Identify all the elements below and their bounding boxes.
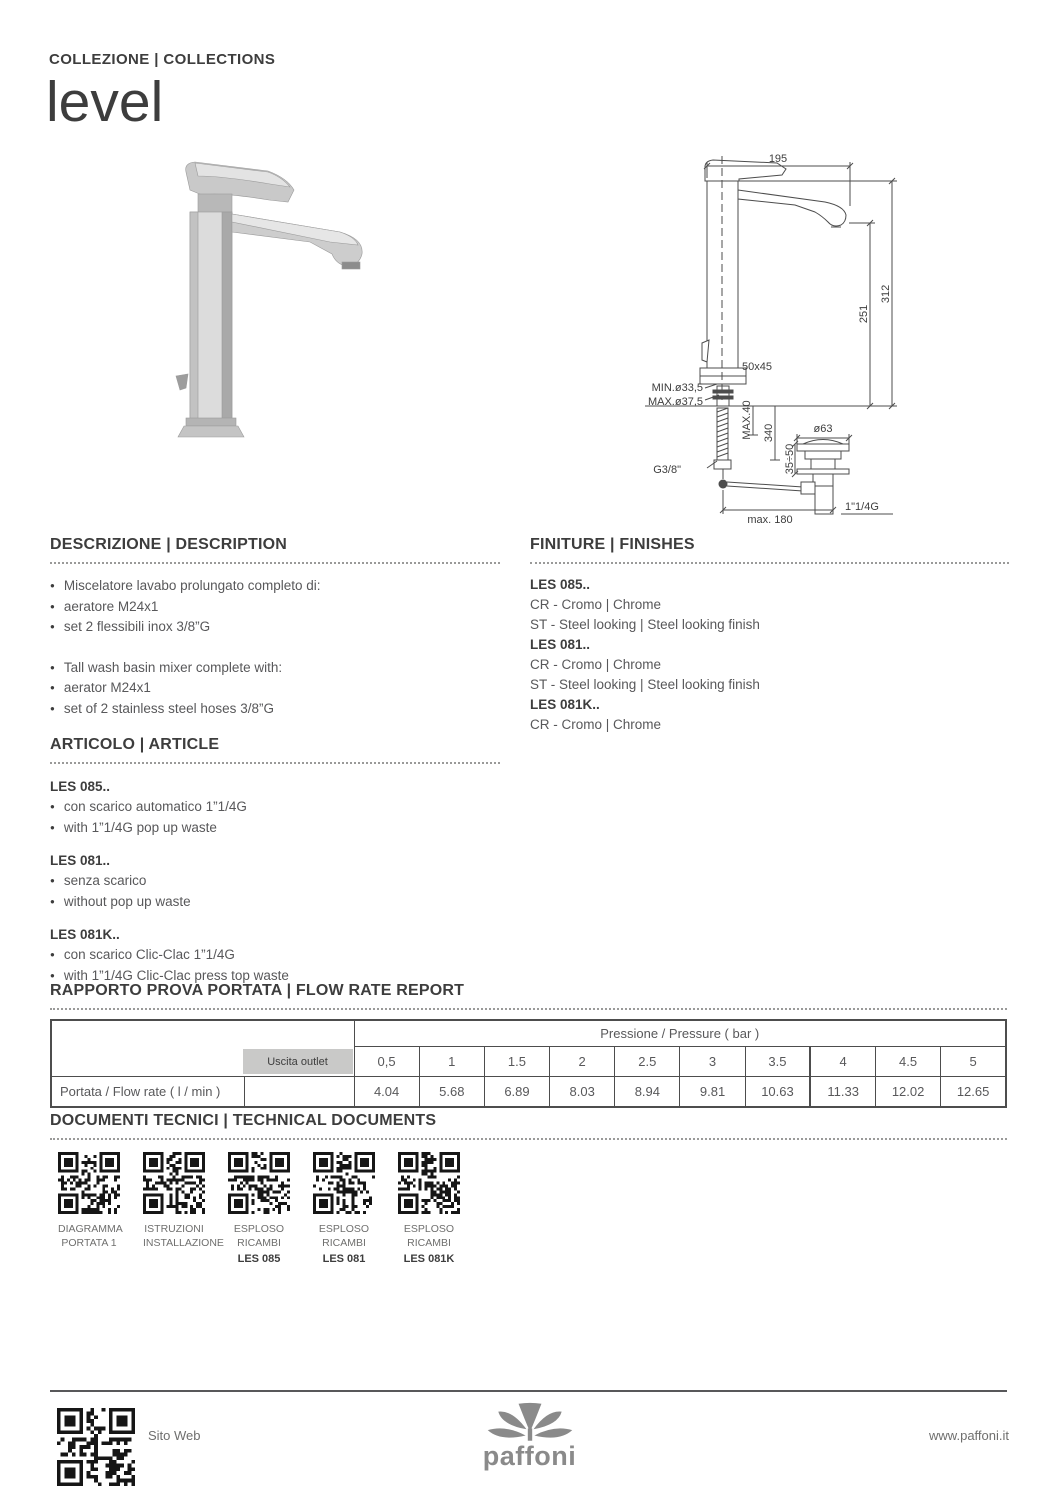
qr-code-icon [58, 1152, 120, 1214]
fountain-icon [482, 1402, 578, 1446]
finishes-section [530, 536, 1009, 735]
qr-label: RICAMBI [407, 1237, 451, 1250]
article-code: LES 081K.. [50, 927, 120, 942]
description-item: ● aerator M24x1 [50, 678, 500, 699]
description-section [50, 536, 500, 719]
flow-value: 10.63 [745, 1077, 810, 1108]
description-item: ● set of 2 stainless steel hoses 3/8”G [50, 699, 500, 720]
pressure-value: 2 [550, 1047, 615, 1077]
flow-value: 5.68 [419, 1077, 484, 1108]
finish-line: ST - Steel looking | Steel looking finish [530, 617, 760, 632]
hole-max-label: MAX.ø37,5 [647, 396, 703, 408]
article-item: ● with 1”1/4G pop up waste [50, 818, 500, 839]
hole-min-label: MIN.ø33,5 [651, 382, 703, 394]
qr-code-icon [313, 1152, 375, 1214]
inlet-thread-label: G3/8" [653, 464, 681, 476]
brand-wordmark: paffoni [482, 1441, 577, 1471]
document-item [398, 1152, 460, 1265]
flow-rate-section [50, 982, 1007, 1108]
article-section [50, 736, 500, 986]
description-item: ● Miscelatore lavabo prolungato completo di: [50, 576, 500, 597]
outlet-cell [51, 1020, 354, 1077]
qr-code-icon [228, 1152, 290, 1214]
description-title: DESCRIZIONE | DESCRIPTION [50, 536, 500, 564]
qr-label: ESPLOSO [318, 1223, 370, 1235]
outlet-label: Uscita outlet [243, 1049, 353, 1074]
flow-value: 8.03 [550, 1077, 615, 1108]
product-photo [150, 150, 450, 460]
flow-value: 4.04 [354, 1077, 419, 1108]
drain-height-label: 35÷50 [784, 443, 796, 475]
waste-thread-label: 1"1/4G [845, 501, 879, 513]
pressure-value: 1.5 [484, 1047, 549, 1077]
hose-length-label: 340 [763, 423, 775, 443]
pressure-value: 0,5 [354, 1047, 419, 1077]
article-code: LES 081.. [530, 637, 591, 652]
article-code: LES 085.. [50, 779, 111, 794]
finish-line: CR - Cromo | Chrome [530, 657, 662, 672]
qr-label: INSTALLAZIONE [143, 1237, 224, 1250]
qr-label: ISTRUZIONI [144, 1223, 204, 1235]
article-title: ARTICOLO | ARTICLE [50, 736, 500, 764]
pressure-value: 2.5 [615, 1047, 680, 1077]
article-item: ● senza scarico [50, 871, 500, 892]
reach-max-label: max. 180 [747, 514, 793, 526]
article-code: LES 081K.. [530, 697, 600, 712]
flow-row-label: Portata / Flow rate ( l / min ) [51, 1077, 244, 1108]
flow-value: 6.89 [484, 1077, 549, 1108]
website-qr-code-icon [57, 1408, 135, 1486]
flow-value: 8.94 [615, 1077, 680, 1108]
website-link[interactable]: www.paffoni.it [929, 1428, 1009, 1443]
documents-title: DOCUMENTI TECNICI | TECHNICAL DOCUMENTS [50, 1112, 1007, 1140]
pressure-value: 3.5 [745, 1047, 810, 1077]
pressure-value: 1 [419, 1047, 484, 1077]
article-code: LES 081.. [50, 853, 111, 868]
documents-section [50, 1112, 1007, 1265]
qr-code-icon [398, 1152, 460, 1214]
finish-line: CR - Cromo | Chrome [530, 717, 662, 732]
base-size-label: 50x45 [742, 361, 772, 373]
article-item: ● without pop up waste [50, 892, 500, 913]
empty-cell [244, 1077, 354, 1108]
dim-width-label: 195 [768, 153, 788, 165]
qr-label: PORTATA 1 [61, 1237, 117, 1250]
pressure-value: 4.5 [876, 1047, 941, 1077]
finishes-title: FINITURE | FINISHES [530, 536, 1009, 564]
document-item [228, 1152, 290, 1265]
collection-name: level [46, 70, 164, 134]
flow-value: 9.81 [680, 1077, 745, 1108]
finish-line: ST - Steel looking | Steel looking finish [530, 677, 760, 692]
finish-line: CR - Cromo | Chrome [530, 597, 662, 612]
qr-code-icon [143, 1152, 205, 1214]
pressure-header: Pressione / Pressure ( bar ) [354, 1020, 1006, 1047]
flow-value: 11.33 [810, 1077, 875, 1108]
qr-article-code: LES 085 [237, 1253, 281, 1266]
qr-label: DIAGRAMMA [58, 1223, 123, 1235]
tech-drawing [645, 148, 1055, 533]
qr-label: ESPLOSO [403, 1223, 455, 1235]
qr-article-code: LES 081 [322, 1253, 366, 1266]
dim-height-total-label: 312 [880, 284, 892, 304]
dim-height-spout-label: 251 [858, 304, 870, 324]
article-item: ● con scarico automatico 1”1/4G [50, 797, 500, 818]
flow-rate-table [50, 1019, 1007, 1108]
description-item: ● set 2 flessibili inox 3/8”G [50, 617, 500, 638]
qr-label: ESPLOSO [233, 1223, 285, 1235]
flow-value: 12.02 [876, 1077, 941, 1108]
qr-article-code: LES 081K [403, 1253, 455, 1266]
drain-diameter-label: ø63 [813, 423, 833, 435]
document-item [313, 1152, 375, 1265]
site-web-label: Sito Web [148, 1428, 201, 1443]
description-item: ● aeratore M24x1 [50, 597, 500, 618]
article-item: ● with 1”1/4G Clic-Clac press top waste [50, 966, 500, 987]
article-code: LES 085.. [530, 577, 591, 592]
flow-rate-title: RAPPORTO PROVA PORTATA | FLOW RATE REPORT [50, 982, 1007, 1010]
article-item: ● con scarico Clic-Clac 1”1/4G [50, 945, 500, 966]
document-item [143, 1152, 224, 1265]
pressure-value: 3 [680, 1047, 745, 1077]
document-item [58, 1152, 123, 1265]
counter-max-label: MAX.40 [741, 400, 753, 440]
qr-label: RICAMBI [237, 1237, 281, 1250]
description-item: ● Tall wash basin mixer complete with: [50, 658, 500, 679]
paffoni-logo [482, 1402, 578, 1470]
footer-divider [50, 1390, 1007, 1392]
collection-label: COLLEZIONE | COLLECTIONS [49, 51, 276, 68]
pressure-value: 5 [941, 1047, 1006, 1077]
flow-value: 12.65 [941, 1077, 1006, 1108]
pressure-value: 4 [810, 1047, 875, 1077]
qr-label: RICAMBI [322, 1237, 366, 1250]
